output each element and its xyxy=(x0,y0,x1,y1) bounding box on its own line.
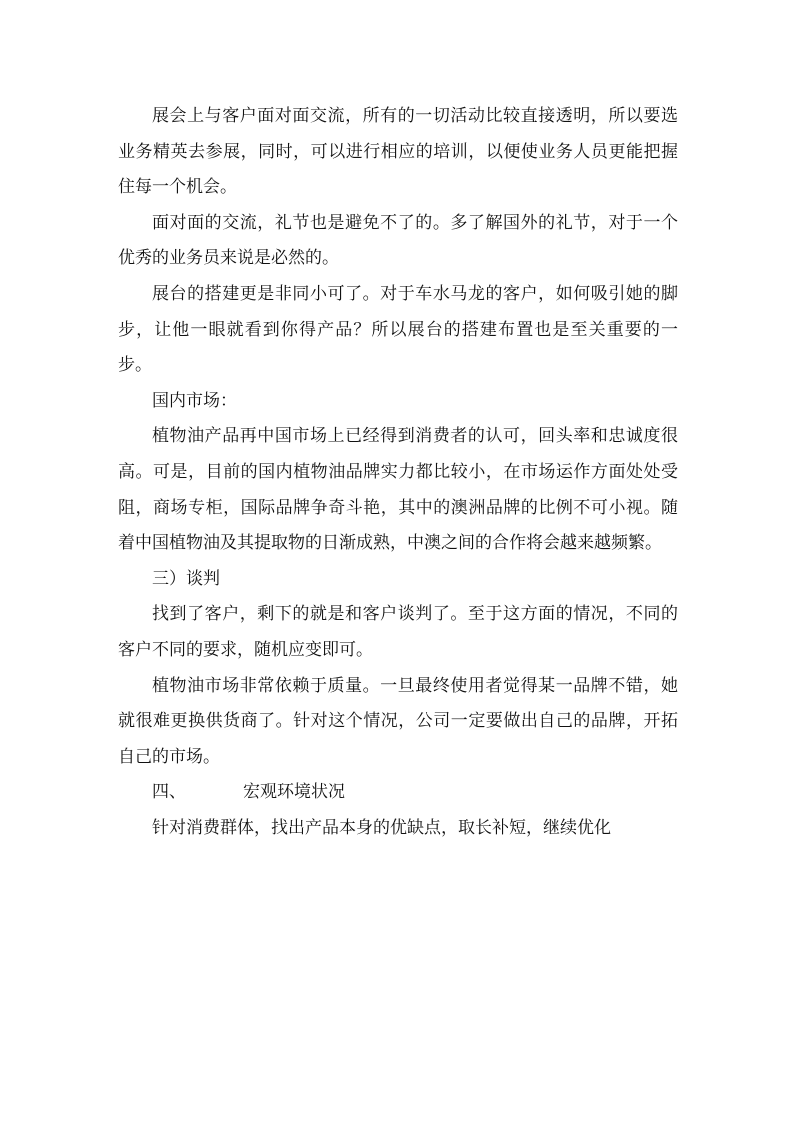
paragraph-consumer-groups: 针对消费群体，找出产品本身的优缺点，取长补短，继续优化 xyxy=(152,817,611,838)
paragraph-negotiation: 找到了客户，剩下的就是和客户谈判了。至于这方面的情况，不同的客户不同的要求，随机应变即可。 xyxy=(118,604,678,660)
paragraph-etiquette: 面对面的交流，礼节也是避免不了的。多了解国外的礼节，对于一个优秀的业务员来说是必然的。 xyxy=(118,212,678,269)
paragraph-quality: 植物油市场非常依赖于质量。一旦最终使用者觉得某一品牌不错，她就很难更换供货商了。针对这个情况，公司一定要做出自己的品牌，开拓自己的市场。 xyxy=(118,675,678,767)
heading-domestic-market: 国内市场： xyxy=(152,390,237,411)
heading-macro-environment xyxy=(118,775,678,811)
document-body xyxy=(118,99,678,846)
paragraph-domestic-market: 植物油产品再中国市场上已经得到消费者的认可，回头率和忠诚度很高。可是，目前的国内植物油品牌实力都比较小，在市场运作方面处处受阻，商场专柜，国际品牌争奇斗艳，其中的澳洲品牌的比例不可小视。随着中国植物油及其提取物的日渐成熟，中澳之间的合作将会越来越频繁。 xyxy=(118,426,678,554)
paragraph-booth-construction: 展台的搭建更是非同小可了。对于车水马龙的客户，如何吸引她的脚步，让他一眼就看到你得产品？所以展台的搭建布置也是至关重要的一步。 xyxy=(118,283,678,376)
heading-title: 宏观环境状况 xyxy=(243,782,345,803)
heading-number: 四、 xyxy=(152,782,186,803)
paragraph-exhibition-communication: 展会上与客户面对面交流，所有的一切活动比较直接透明，所以要选业务精英去参展，同时，可以进行相应的培训，以便使业务人员更能把握住每一个机会。 xyxy=(118,106,678,198)
heading-negotiation: 三）谈判 xyxy=(152,568,220,589)
